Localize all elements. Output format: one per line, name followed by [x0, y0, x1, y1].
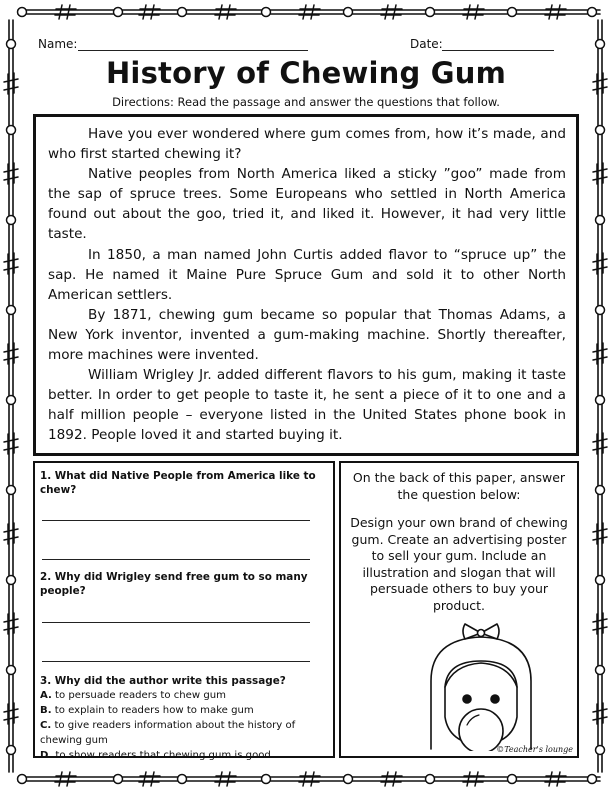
answer-line-2a[interactable] [42, 622, 310, 623]
option-a[interactable] [40, 688, 328, 703]
answer-line-2b[interactable] [42, 661, 310, 662]
back-of-paper-panel [339, 461, 579, 758]
option-c-letter: C. [40, 720, 52, 731]
date-field[interactable] [442, 50, 554, 51]
question-1: 1. What did Native People from America like to chew? [40, 470, 316, 496]
poster-prompt: Design your own brand of chewing gum. Create an advertising poster to sell your gum. Include an illustration and slogan that will persuade others to buy your product. [350, 515, 568, 613]
option-b[interactable] [40, 703, 328, 718]
option-c-text: to give readers information about the history of chewing gum [40, 720, 296, 746]
question-2: 2. Why did Wrigley send free gum to so many people? [40, 571, 308, 597]
reading-passage [33, 114, 579, 456]
option-a-text: to persuade readers to chew gum [51, 690, 226, 701]
copyright-credit: ©Teacher's lounge [496, 745, 573, 754]
questions-panel [33, 461, 335, 761]
option-d[interactable] [40, 748, 328, 763]
date-label: Date: [410, 37, 443, 51]
option-b-text: to explain to readers how to make gum [51, 705, 254, 716]
passage-paragraph-1: Have you ever wondered where gum comes from, how it’s made, and who first started chewing it? [48, 126, 566, 163]
passage-paragraph-2: Native peoples from North America liked a sticky ”goo” made from the sap of spruce trees. Some Europeans who settled in North America found out about the goo, tried it, and liked it. However, it had very little taste. [48, 166, 566, 243]
option-c[interactable] [40, 718, 328, 748]
answer-line-1b[interactable] [42, 559, 310, 560]
directions: Directions: Read the passage and answer the questions that follow. [112, 95, 500, 109]
option-d-text: to show readers that chewing gum is good [52, 750, 271, 761]
answer-line-1a[interactable] [42, 520, 310, 521]
name-date-row [38, 37, 558, 53]
name-label: Name: [38, 37, 78, 51]
name-field[interactable] [78, 50, 308, 51]
option-a-letter: A. [40, 690, 52, 701]
passage-paragraph-3: In 1850, a man named John Curtis added flavor to “spruce up” the sap. He named it Maine Pure Spruce Gum and sold it to other North American settlers. [48, 246, 566, 303]
page-title: History of Chewing Gum [105, 56, 507, 90]
passage-paragraph-5: William Wrigley Jr. added different flavors to his gum, making it taste better. In order to get people to taste it, he sent a piece of it to one and a half million people – everyone listed in the United States phone book in 1892. People loved it and started buying it. [48, 367, 566, 444]
back-instructions: On the back of this paper, answer the question below: [352, 470, 566, 502]
passage-paragraph-4: By 1871, chewing gum became so popular that Thomas Adams, a New York inventor, invented a gum-making machine. Shortly thereafter, more machines were invented. [48, 306, 566, 364]
option-d-letter: D. [40, 750, 53, 761]
girl-bubblegum-illustration [401, 621, 561, 751]
option-b-letter: B. [40, 705, 52, 716]
question-3: 3. Why did the author write this passage? [40, 675, 286, 687]
